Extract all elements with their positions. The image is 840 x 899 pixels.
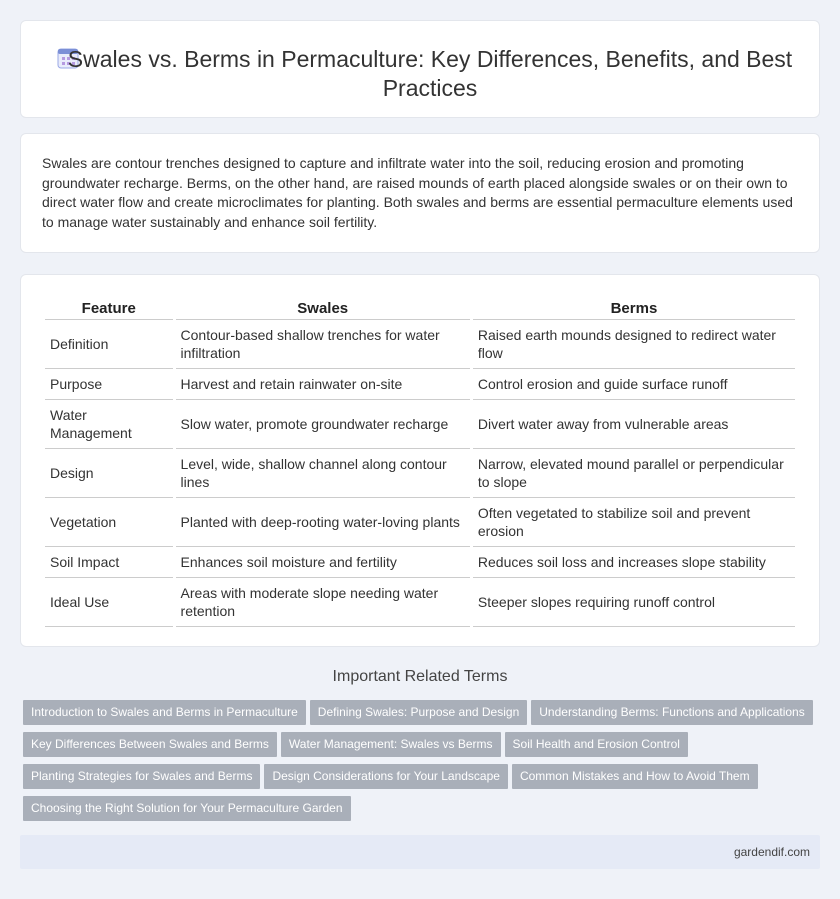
berms-cell: Raised earth mounds designed to redirect water flow [473, 320, 795, 369]
related-terms-heading: Important Related Terms [332, 668, 508, 685]
comparison-card [20, 274, 820, 647]
table-row [45, 547, 795, 578]
swales-cell: Slow water, promote groundwater recharge [176, 400, 470, 449]
feature-cell: Soil Impact [45, 547, 173, 578]
berms-cell: Reduces soil loss and increases slope stability [473, 547, 795, 578]
related-term-tag[interactable]: Soil Health and Erosion Control [505, 732, 688, 757]
page-title: Swales vs. Berms in Permaculture: Key Differences, Benefits, and Best Practices [67, 46, 793, 101]
table-row [45, 498, 795, 547]
related-term-tag[interactable]: Understanding Berms: Functions and Applications [531, 700, 812, 725]
header-berms: Berms [473, 297, 795, 320]
footer-site-link[interactable]: gardendif.com [733, 845, 810, 859]
feature-cell: Vegetation [45, 498, 173, 547]
footer [20, 835, 820, 869]
related-term-tag[interactable]: Water Management: Swales vs Berms [281, 732, 501, 757]
feature-cell: Definition [45, 320, 173, 369]
table-row [45, 400, 795, 449]
related-term-tag[interactable]: Defining Swales: Purpose and Design [310, 700, 527, 725]
swales-cell: Level, wide, shallow channel along contour lines [176, 449, 470, 498]
header-swales: Swales [176, 297, 470, 320]
related-term-tag[interactable]: Design Considerations for Your Landscape [264, 764, 507, 789]
comparison-table [42, 297, 798, 627]
related-term-tag[interactable]: Introduction to Swales and Berms in Permaculture [23, 700, 306, 725]
header-feature: Feature [45, 297, 173, 320]
table-row [45, 320, 795, 369]
berms-cell: Often vegetated to stabilize soil and prevent erosion [473, 498, 795, 547]
related-term-tag[interactable]: Choosing the Right Solution for Your Permaculture Garden [23, 796, 351, 821]
table-row [45, 578, 795, 627]
intro-paragraph: Swales are contour trenches designed to capture and infiltrate water into the soil, reducing erosion and promoting groundwater recharge. Berms, on the other hand, are raised mounds of earth placed alongside swales or on their own to direct water flow and create microclimates for planting. Both swales and berms are essential permaculture elements used to manage water sustainably and enhance soil fertility. [42, 155, 793, 230]
feature-cell: Design [45, 449, 173, 498]
table-header-row [45, 297, 795, 320]
berms-cell: Steeper slopes requiring runoff control [473, 578, 795, 627]
swales-cell: Planted with deep-rooting water-loving plants [176, 498, 470, 547]
swales-cell: Harvest and retain rainwater on-site [176, 369, 470, 400]
swales-cell: Areas with moderate slope needing water retention [176, 578, 470, 627]
related-term-tag[interactable]: Planting Strategies for Swales and Berms [23, 764, 260, 789]
feature-cell: Water Management [45, 400, 173, 449]
berms-cell: Divert water away from vulnerable areas [473, 400, 795, 449]
swales-cell: Enhances soil moisture and fertility [176, 547, 470, 578]
related-term-tag[interactable]: Common Mistakes and How to Avoid Them [512, 764, 758, 789]
table-row [45, 449, 795, 498]
feature-cell: Ideal Use [45, 578, 173, 627]
related-term-tag[interactable]: Key Differences Between Swales and Berms [23, 732, 277, 757]
table-row [45, 369, 795, 400]
intro-card [20, 133, 820, 253]
berms-cell: Control erosion and guide surface runoff [473, 369, 795, 400]
swales-cell: Contour-based shallow trenches for water infiltration [176, 320, 470, 369]
header-card [20, 20, 820, 118]
berms-cell: Narrow, elevated mound parallel or perpendicular to slope [473, 449, 795, 498]
feature-cell: Purpose [45, 369, 173, 400]
